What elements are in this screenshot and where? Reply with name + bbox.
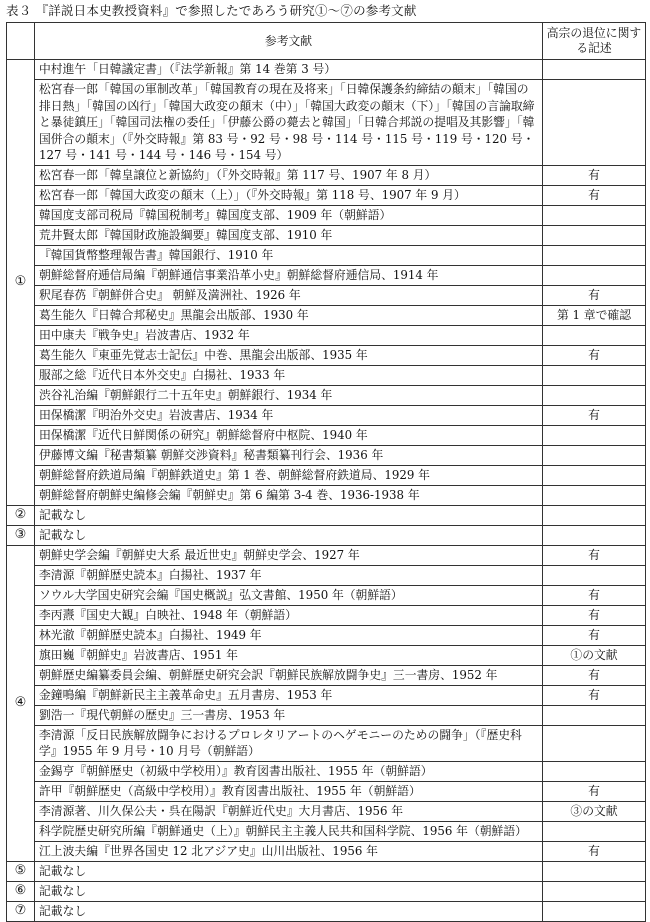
table-row [7, 265, 646, 285]
abdication-note-cell: 有 [543, 285, 646, 305]
reference-cell: 松宮春一郎「韓国の軍制改革」「韓国教育の現在及将来」「日韓保護条約締結の顛末」「韓国の排日熱」「韓国の凶行」「韓国大政変の顛末（中）」「韓国大政変の顛末（下）」「韓国の言論取締と暴徒鎮圧」「韓国司法権の委任」「伊藤公爵の薨去と韓国」「日韓合邦説の提唱及其影響」「韓国併合の顛末」（『外交時報』第 83 号・92 号・98 号・114 号・115 号・119 号・120 号・127 号・141 号・144 号・146 号・154 号） [35, 80, 543, 166]
table-row [7, 365, 646, 385]
table-row [7, 841, 646, 861]
reference-cell: ソウル大学国史研究会編『国史概説』弘文書館、1950 年（朝鮮語） [35, 585, 543, 605]
header-reference: 参考文献 [35, 23, 543, 60]
abdication-note-cell [543, 265, 646, 285]
table-row [7, 60, 646, 80]
reference-cell: 李丙燾『国史大観』白映社、1948 年（朝鮮語） [35, 605, 543, 625]
abdication-note-cell: 有 [543, 165, 646, 185]
table-row [7, 901, 646, 921]
abdication-note-cell [543, 325, 646, 345]
table-row [7, 385, 646, 405]
table-row [7, 525, 646, 545]
abdication-note-cell: 第 1 章で確認 [543, 305, 646, 325]
abdication-note-cell [543, 425, 646, 445]
table-row [7, 445, 646, 465]
reference-cell: 記載なし [35, 901, 543, 921]
abdication-note-cell [543, 901, 646, 921]
abdication-note-cell [543, 385, 646, 405]
reference-cell: 劉浩一『現代朝鮮の歴史』三一書房、1953 年 [35, 705, 543, 725]
abdication-note-cell [543, 525, 646, 545]
table-row [7, 505, 646, 525]
table-row [7, 645, 646, 665]
group-label: ⑦ [7, 901, 35, 921]
abdication-note-cell [543, 761, 646, 781]
reference-cell: 林光澈『朝鮮歴史読本』白揚社、1949 年 [35, 625, 543, 645]
table-row [7, 685, 646, 705]
reference-cell: 旗田巍『朝鮮史』岩波書店、1951 年 [35, 645, 543, 665]
reference-cell: 荒井賢太郎『韓国財政施設綱要』韓国度支部、1910 年 [35, 225, 543, 245]
reference-cell: 金鐘鳴編『朝鮮新民主主義革命史』五月書房、1953 年 [35, 685, 543, 705]
table-row [7, 625, 646, 645]
abdication-note-cell [543, 60, 646, 80]
reference-cell: 伊藤博文編『秘書類纂 朝鮮交渉資料』秘書類纂刊行会、1936 年 [35, 445, 543, 465]
reference-cell: 田保橋潔『明治外交史』岩波書店、1934 年 [35, 405, 543, 425]
reference-cell: 田中康夫『戦争史』岩波書店、1932 年 [35, 325, 543, 345]
group-label: ④ [7, 545, 35, 861]
group-label: ① [7, 60, 35, 506]
reference-cell: 葛生能久『東亜先覚志士記伝』中巻、黒龍会出版部、1935 年 [35, 345, 543, 365]
group-label: ⑥ [7, 881, 35, 901]
table-row [7, 245, 646, 265]
header-group-cell [7, 23, 35, 60]
table-row [7, 605, 646, 625]
abdication-note-cell: 有 [543, 345, 646, 365]
table-row [7, 205, 646, 225]
table-row [7, 345, 646, 365]
abdication-note-cell: 有 [543, 585, 646, 605]
abdication-note-cell: 有 [543, 665, 646, 685]
abdication-note-cell [543, 725, 646, 761]
reference-cell: 韓国度支部司税局『韓国税制考』韓国度支部、1909 年（朝鮮語） [35, 205, 543, 225]
abdication-note-cell: 有 [543, 685, 646, 705]
table-row [7, 405, 646, 425]
reference-cell: 記載なし [35, 881, 543, 901]
reference-cell: 釈尾春芿『朝鮮併合史』 朝鮮及満洲社、1926 年 [35, 285, 543, 305]
abdication-note-cell: ③の文献 [543, 801, 646, 821]
group-label: ⑤ [7, 861, 35, 881]
table-row [7, 485, 646, 505]
abdication-note-cell [543, 465, 646, 485]
reference-cell: 記載なし [35, 525, 543, 545]
abdication-note-cell [543, 205, 646, 225]
group-label: ③ [7, 525, 35, 545]
table-row [7, 861, 646, 881]
table-row [7, 305, 646, 325]
table-caption: 表３ 『詳説日本史教授資料』で参照したであろう研究①～⑦の参考文献 [6, 3, 417, 18]
table-row [7, 165, 646, 185]
table-row [7, 545, 646, 565]
reference-cell: 『韓国貨幣整理報告書』韓国銀行、1910 年 [35, 245, 543, 265]
abdication-note-cell [543, 881, 646, 901]
abdication-note-cell: 有 [543, 545, 646, 565]
abdication-note-cell [543, 365, 646, 385]
reference-cell: 江上波夫編『世界各国史 12 北アジア史』山川出版社、1956 年 [35, 841, 543, 861]
abdication-note-cell [543, 565, 646, 585]
abdication-note-cell [543, 225, 646, 245]
reference-cell: 服部之総『近代日本外交史』白揚社、1933 年 [35, 365, 543, 385]
reference-cell: 李清源『朝鮮歴史読本』白揚社、1937 年 [35, 565, 543, 585]
reference-cell: 田保橋潔『近代日鮮関係の研究』朝鮮総督府中枢院、1940 年 [35, 425, 543, 445]
reference-table [6, 22, 646, 922]
table-row [7, 821, 646, 841]
table-row [7, 425, 646, 445]
table-body [7, 60, 646, 922]
reference-cell: 李清源著、川久保公夫・呉在陽訳『朝鮮近代史』大月書店、1956 年 [35, 801, 543, 821]
table-row [7, 705, 646, 725]
abdication-note-cell [543, 485, 646, 505]
abdication-note-cell [543, 245, 646, 265]
group-label: ② [7, 505, 35, 525]
table-row [7, 725, 646, 761]
header-row [7, 23, 646, 60]
table-row [7, 565, 646, 585]
reference-cell: 葛生能久『日韓合邦秘史』黒龍会出版部、1930 年 [35, 305, 543, 325]
table-row [7, 585, 646, 605]
abdication-note-cell: 有 [543, 625, 646, 645]
reference-cell: 科学院歴史研究所編『朝鮮通史（上）』朝鮮民主主義人民共和国科学院、1956 年（朝鮮語） [35, 821, 543, 841]
table-row [7, 285, 646, 305]
reference-cell: 記載なし [35, 861, 543, 881]
reference-cell: 朝鮮総督府逓信局編『朝鮮通信事業沿革小史』朝鮮総督府逓信局、1914 年 [35, 265, 543, 285]
abdication-note-cell: 有 [543, 405, 646, 425]
table-row [7, 325, 646, 345]
abdication-note-cell: 有 [543, 781, 646, 801]
reference-cell: 松宮春一郎「韓国大政変の顛末（上）」（『外交時報』第 118 号、1907 年 9 月） [35, 185, 543, 205]
table-row [7, 465, 646, 485]
abdication-note-cell [543, 505, 646, 525]
table-row [7, 185, 646, 205]
table-row [7, 801, 646, 821]
reference-cell: 朝鮮歴史編纂委員会編、朝鮮歴史研究会訳『朝鮮民族解放闘争史』三一書房、1952 年 [35, 665, 543, 685]
table-row [7, 80, 646, 166]
reference-cell: 記載なし [35, 505, 543, 525]
reference-cell: 渋谷礼治編『朝鮮銀行二十五年史』朝鮮銀行、1934 年 [35, 385, 543, 405]
reference-cell: 李清源「反日民族解放闘争におけるプロレタリアートのヘゲモニーのための闘争」（『歴史科学』1955 年 9 月号・10 月号（朝鮮語） [35, 725, 543, 761]
abdication-note-cell [543, 80, 646, 166]
abdication-note-cell: 有 [543, 605, 646, 625]
reference-cell: 金錫亨『朝鮮歴史（初級中学校用）』教育図書出版社、1955 年（朝鮮語） [35, 761, 543, 781]
abdication-note-cell [543, 445, 646, 465]
abdication-note-cell: 有 [543, 185, 646, 205]
reference-cell: 朝鮮総督府鉄道局編『朝鮮鉄道史』第 1 巻、朝鮮総督府鉄道局、1929 年 [35, 465, 543, 485]
reference-cell: 松宮春一郎「韓皇譲位と新協約」（『外交時報』第 117 号、1907 年 8 月） [35, 165, 543, 185]
table-row [7, 665, 646, 685]
reference-cell: 朝鮮総督府朝鮮史編修会編『朝鮮史』第 6 編第 3-4 巻、1936-1938 年 [35, 485, 543, 505]
abdication-note-cell: ①の文献 [543, 645, 646, 665]
table-row [7, 761, 646, 781]
abdication-note-cell: 有 [543, 841, 646, 861]
table-row [7, 881, 646, 901]
reference-cell: 中村進午「日韓議定書」（『法学新報』第 14 巻第 3 号） [35, 60, 543, 80]
header-abdication-note: 高宗の退位に関する記述 [543, 23, 646, 60]
abdication-note-cell [543, 861, 646, 881]
reference-cell: 許甲『朝鮮歴史（高級中学校用）』教育図書出版社、1955 年（朝鮮語） [35, 781, 543, 801]
abdication-note-cell [543, 821, 646, 841]
table-row [7, 781, 646, 801]
abdication-note-cell [543, 705, 646, 725]
table-row [7, 225, 646, 245]
reference-cell: 朝鮮史学会編『朝鮮史大系 最近世史』朝鮮史学会、1927 年 [35, 545, 543, 565]
